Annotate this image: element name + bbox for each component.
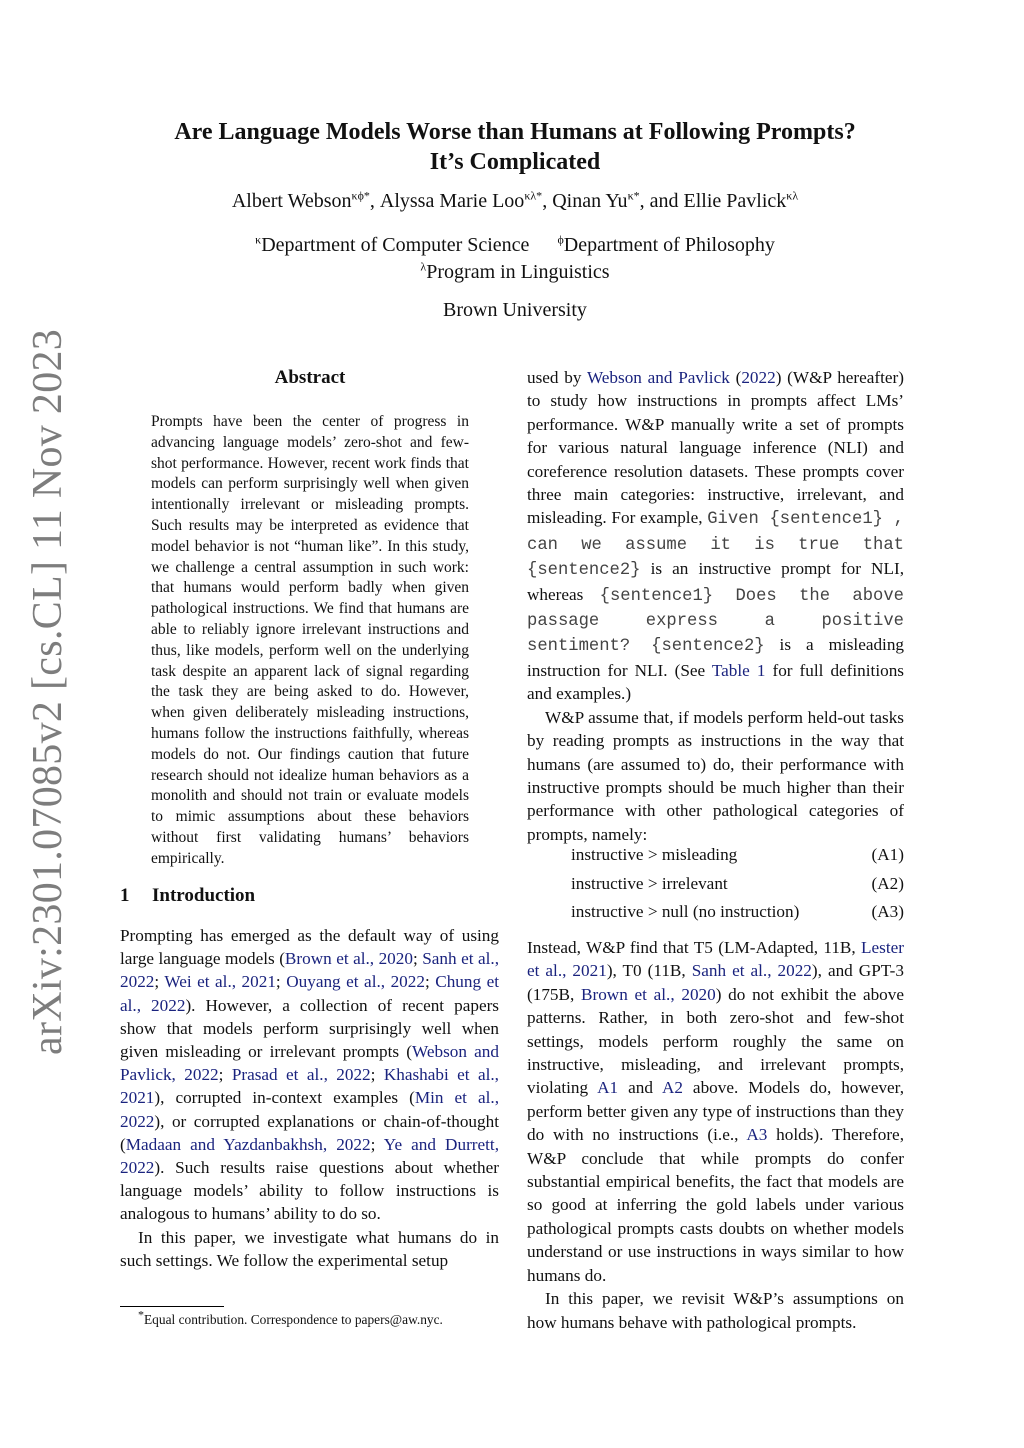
right-column-top [527, 366, 904, 846]
text: ), and GPT-3 (175B, [527, 961, 904, 1004]
footnote-rule [120, 1306, 224, 1307]
text: ; [218, 1065, 232, 1085]
title-line-1: Are Language Models Worse than Humans at Following Prompts? [174, 119, 856, 145]
text: ; [370, 1065, 384, 1085]
affiliation-cs: Department of Computer Science [261, 234, 530, 256]
text: ). However, a collection of recent papers show that models perform surprisingly well when given misleading or irrelevant prompts ( [120, 995, 499, 1062]
author-separator: , [369, 190, 380, 212]
citation-link[interactable]: Chung et al., 2022 [120, 972, 500, 1015]
affiliation-mark: λ [420, 259, 427, 274]
text: ). Such results raise questions about whether language models’ ability to follow instructions is analogous to humans’ ability to do so. [120, 1158, 499, 1224]
paragraph: In this paper, we investigate what humans do in such settings. We follow the experimental setup [120, 1227, 499, 1270]
assumption-equation [571, 872, 904, 896]
equation-ref-link[interactable]: A2 [661, 1078, 683, 1098]
intro-body [120, 924, 499, 1272]
author-name: Qinan Yu [552, 190, 628, 212]
paragraph: In this paper, we revisit W&P’s assumptions on how humans behave with pathological prompts. [527, 1289, 904, 1332]
paragraph [527, 366, 904, 706]
text: is an instructive prompt for NLI, whereas [527, 559, 904, 604]
author-name: Ellie Pavlick [683, 190, 787, 212]
assumption-equation [571, 900, 904, 924]
paragraph [120, 924, 499, 1226]
text: ), corrupted in-context examples ( [154, 1088, 415, 1108]
right-column-bottom [527, 936, 904, 1334]
text: and [618, 1078, 662, 1098]
text: ; [412, 949, 423, 969]
author-separator: , and [639, 190, 684, 212]
abstract-heading: Abstract [274, 367, 346, 388]
equation-tag: (A3) [871, 902, 904, 921]
table-ref-link[interactable]: Table 1 [711, 660, 766, 680]
author-separator: , [542, 190, 553, 212]
text: ) do not exhibit the above patterns. Rather, in both zero-shot and few-shot settings, models perform roughly the same on instructive, misleading, and irrelevant prompts, violating [527, 984, 904, 1098]
text: for full definitions and examples.) [527, 660, 904, 704]
equation-tag: (A1) [871, 845, 904, 864]
equation-text: instructive > irrelevant [571, 874, 728, 893]
author-name: Albert Webson [231, 190, 352, 212]
affiliation-line [110, 232, 920, 258]
section-heading [120, 884, 255, 908]
author-marks: κλ [786, 188, 799, 203]
author-name: Alyssa Marie Loo [379, 190, 525, 212]
paragraph [527, 936, 904, 1287]
citation-link[interactable]: Brown et al., 2020 [581, 984, 716, 1004]
section-title: Introduction [152, 885, 256, 906]
text: ; [370, 1134, 384, 1154]
text: Prompting has emerged as the default way of using large language models ( [120, 926, 499, 969]
footnote-text: Equal contribution. Correspondence to papers@aw.nyc. [144, 1312, 443, 1327]
affiliation-line [110, 259, 920, 285]
text: is a misleading instruction for NLI. (See [527, 635, 905, 680]
citation-link[interactable]: Brown et al., 2020 [284, 949, 413, 969]
author-marks: κϕ* [351, 188, 370, 203]
arxiv-stamp: arXiv:2301.07085v2 [cs.CL] 11 Nov 2023 [25, 328, 71, 1055]
citation-link[interactable]: Madaan and Yazdanbakhsh, 2022 [125, 1134, 371, 1154]
code-prompt: Given {sentence1} , can we assume it is true that {sentence2} [527, 510, 904, 581]
text: ), or corrupted explanations or chain-of-thought ( [120, 1111, 499, 1154]
text: holds). Therefore, W&P conclude that while prompts do confer substantial empirical benefits, the fact that models are so good at inferring the gold labels under various pathological prompts casts doubts on whether models understand or use instructions in ways similar to how humans do. [527, 1125, 904, 1285]
text: above. Models do, however, perform better given any type of instructions than they do with no instructions (i.e., [527, 1078, 904, 1145]
university: Brown University [443, 299, 587, 321]
text: ; [275, 972, 287, 992]
equation-text: instructive > null (no instruction) [571, 902, 800, 921]
text: used by [527, 368, 587, 387]
citation-link[interactable]: Webson and Pavlick [586, 368, 730, 387]
section-number: 1 [120, 885, 130, 906]
text: ; [154, 972, 165, 992]
citation-link[interactable]: 2022 [741, 368, 776, 387]
equation-ref-link[interactable]: A3 [746, 1125, 768, 1145]
equation-text: instructive > misleading [571, 845, 738, 864]
equation-tag: (A2) [871, 874, 904, 893]
equation-ref-link[interactable]: A1 [597, 1078, 619, 1098]
author-marks: κλ* [524, 188, 543, 203]
citation-link[interactable]: Webson and Pavlick, 2022 [120, 1042, 499, 1085]
code-prompt: {sentence1} Does the above passage express a positive sentiment? {sentence2} [527, 586, 904, 657]
author-list [110, 188, 920, 214]
assumption-equation [571, 843, 904, 867]
paper-title [110, 117, 920, 177]
affiliation-mark: κ [255, 232, 262, 247]
citation-link[interactable]: Ouyang et al., 2022 [286, 972, 425, 992]
title-line-2: It’s Complicated [429, 149, 601, 175]
citation-link[interactable]: Khashabi et al., 2021 [120, 1065, 499, 1108]
text: Instead, W&P find that T5 (LM-Adapted, 11B, [527, 938, 862, 957]
affiliation-philosophy: Department of Philosophy [563, 234, 775, 256]
citation-link[interactable]: Lester et al., 2021 [527, 938, 904, 981]
text: ) (W&P hereafter) to study how instructions in prompts affect LMs’ performance. W&P manually write a set of prompts for various natural language inference (NLI) and coreference resolution datasets. These prompts cover three main categories: instructive, irrelevant, and misleading. For example, [527, 368, 904, 528]
citation-link[interactable]: Sanh et al., 2022 [691, 961, 812, 981]
citation-link[interactable]: Ye and Durrett, 2022 [120, 1134, 499, 1178]
text: ; [424, 972, 436, 992]
footnote [138, 1307, 443, 1329]
paragraph: W&P assume that, if models perform held-out tasks by reading prompts as instructions in the way that humans (are assumed to) do, their performance with instructive prompts should be much higher than their performance with other pathological categories of prompts, namely: [527, 707, 904, 844]
affiliation-linguistics: Program in Linguistics [426, 261, 610, 283]
text: ), T0 (11B, [606, 961, 692, 981]
author-marks: κ* [627, 188, 640, 203]
footnote-mark: * [138, 1307, 144, 1322]
citation-link[interactable]: Min et al., 2022 [120, 1088, 499, 1131]
citation-link[interactable]: Wei et al., 2021 [164, 972, 276, 992]
affiliation-mark: ϕ [557, 232, 564, 247]
text: ( [729, 368, 742, 387]
abstract-body: Prompts have been the center of progress in advancing language models’ zero-shot and few-shot performance. However, recent work finds that models can perform surprisingly well when given intentionally irrelevant or misleading prompts. Such results may be interpreted as evidence that model behavior is not “human like”. In this study, we challenge a central assumption in such work: that humans would perform badly when given pathological instructions. We find that humans are able to reliably ignore irrelevant instructions and thus, like models, perform well on the underlying task despite an apparent lack of signal regarding the task they are being asked to do. However, when given deliberately misleading instructions, humans follow the instructions faithfully, whereas models do not. Our findings caution that future research should not idealize human behaviors as a monolith and should not train or evaluate models to mimic assumptions about these behaviors without first validating humans’ behaviors empirically. [151, 413, 469, 867]
citation-link[interactable]: Prasad et al., 2022 [231, 1065, 371, 1085]
citation-link[interactable]: Sanh et al., 2022 [120, 949, 499, 992]
